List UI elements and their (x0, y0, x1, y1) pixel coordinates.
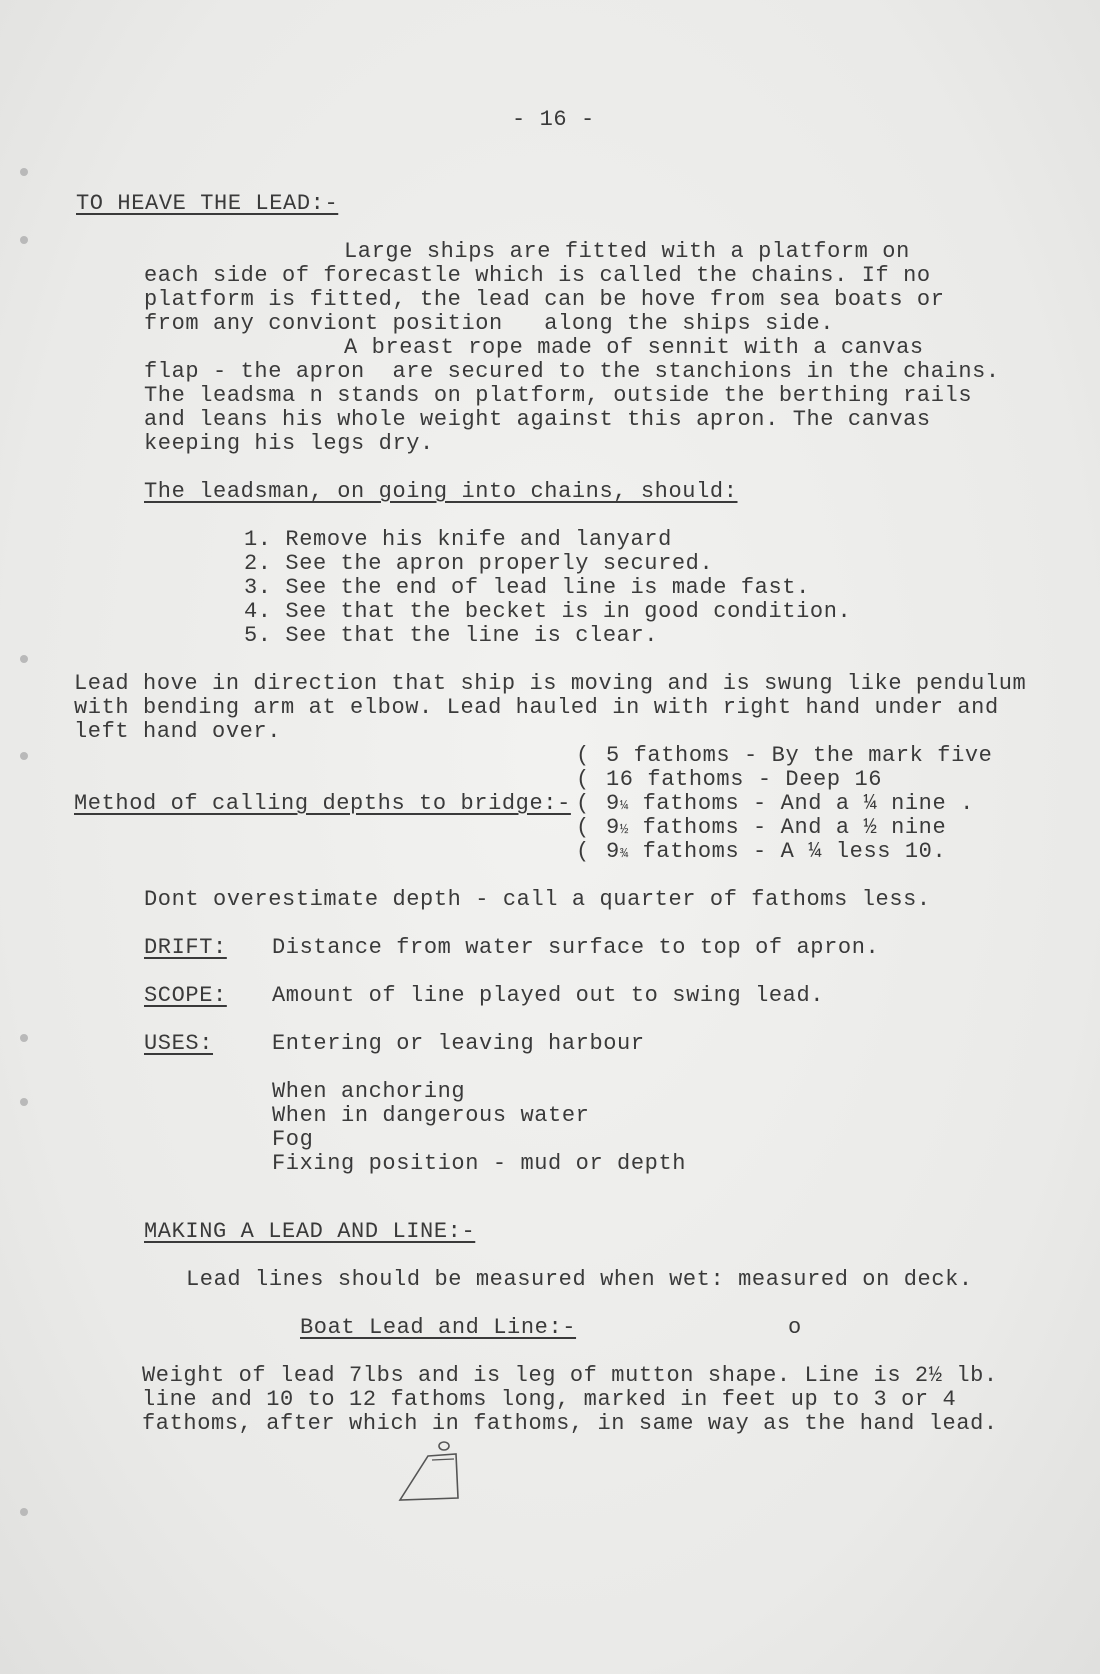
list-item: 1. Remove his knife and lanyard (244, 527, 672, 552)
paragraph-line: and leans his whole weight against this apron. The canvas (144, 407, 931, 432)
def-text-uses: Entering or leaving harbour (272, 1031, 645, 1056)
calling-row: 9¼ fathoms - And a ¼ nine . (606, 791, 974, 816)
list-item: 5. See that the line is clear. (244, 623, 659, 648)
uses-item: Fixing position - mud or depth (272, 1151, 687, 1176)
uses-item: Fog (272, 1127, 314, 1152)
uses-item: When anchoring (272, 1079, 466, 1104)
paragraph-line: line and 10 to 12 fathoms long, marked in feet up to 3 or 4 (142, 1387, 957, 1412)
paragraph-line: platform is fitted, the lead can be hove from sea boats or (144, 287, 945, 312)
paragraph-line: each side of forecastle which is called the chains. If no (144, 263, 931, 288)
paragraph-line: keeping his legs dry. (144, 431, 434, 456)
calling-row: 9¾ fathoms - A ¼ less 10. (606, 839, 947, 864)
paragraph-line: Lead hove in direction that ship is moving and is swung like pendulum (74, 671, 1027, 696)
boat-mark: o (788, 1315, 802, 1340)
page-number: - 16 - (512, 107, 595, 132)
calling-paren: ( (576, 839, 590, 864)
paragraph-line: The leadsma n stands on platform, outside the berthing rails (144, 383, 973, 408)
calling-label: Method of calling depths to bridge:- (74, 791, 571, 816)
def-term-scope: SCOPE: (144, 983, 227, 1008)
list-item: 3. See the end of lead line is made fast. (244, 575, 810, 600)
def-term-drift: DRIFT: (144, 935, 227, 960)
paragraph-line: flap - the apron are secured to the stanchions in the chains. (144, 359, 1000, 384)
calling-paren: ( (576, 767, 590, 792)
binder-hole (20, 236, 28, 244)
paragraph-line: from any conviont position along the ships side. (144, 311, 835, 336)
lead-sketch-icon (392, 1438, 472, 1508)
def-term-uses: USES: (144, 1031, 214, 1056)
def-text-drift: Distance from water surface to top of apron. (272, 935, 880, 960)
list-item: 4. See that the becket is in good condition. (244, 599, 852, 624)
binder-hole (20, 752, 28, 760)
overestimate-note: Dont overestimate depth - call a quarter of fathoms less. (144, 887, 931, 912)
list-item: 2. See the apron properly secured. (244, 551, 714, 576)
leadsman-heading: The leadsman, on going into chains, should: (144, 479, 738, 504)
making-heading: MAKING A LEAD AND LINE:- (144, 1219, 476, 1244)
paragraph-line: A breast rope made of sennit with a canvas (344, 335, 924, 360)
calling-row: 16 fathoms - Deep 16 (606, 767, 883, 792)
calling-paren: ( (576, 791, 590, 816)
calling-paren: ( (576, 743, 590, 768)
binder-hole (20, 1098, 28, 1106)
paragraph-line: with bending arm at elbow. Lead hauled in with right hand under and (74, 695, 999, 720)
calling-row: 5 fathoms - By the mark five (606, 743, 993, 768)
def-text-scope: Amount of line played out to swing lead. (272, 983, 825, 1008)
paragraph-line: Large ships are fitted with a platform on (344, 239, 910, 264)
heave-heading: TO HEAVE THE LEAD:- (76, 191, 339, 216)
binder-hole (20, 168, 28, 176)
calling-row: 9½ fathoms - And a ½ nine (606, 815, 947, 840)
binder-hole (20, 1508, 28, 1516)
binder-hole (20, 1034, 28, 1042)
binder-hole (20, 655, 28, 663)
uses-item: When in dangerous water (272, 1103, 590, 1128)
making-intro: Lead lines should be measured when wet: measured on deck. (186, 1267, 973, 1292)
paragraph-line: fathoms, after which in fathoms, in same way as the hand lead. (142, 1411, 998, 1436)
calling-paren: ( (576, 815, 590, 840)
paragraph-line: Weight of lead 7lbs and is leg of mutton shape. Line is 2½ lb. (142, 1363, 998, 1388)
boat-heading: Boat Lead and Line:- (300, 1315, 577, 1340)
paragraph-line: left hand over. (74, 719, 282, 744)
